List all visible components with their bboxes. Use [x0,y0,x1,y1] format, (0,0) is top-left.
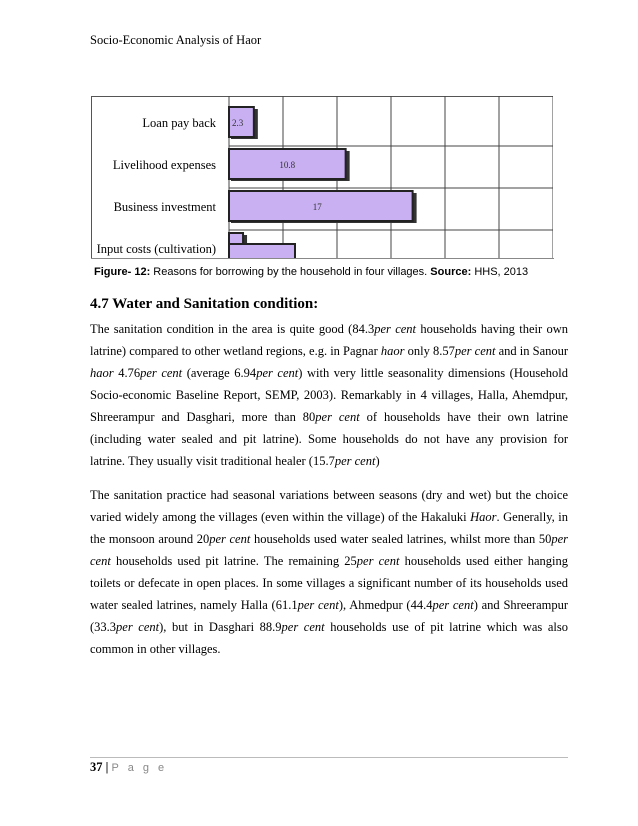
text-run: (including water sealed and pit latrine). Some households do not have any provision for [90,432,568,446]
text-run: . Generally, in [496,510,568,524]
italic-term: per cent [374,322,417,336]
text-line [90,362,568,384]
text-line [90,506,568,528]
text-run: (average 6.94 [182,366,257,380]
caption-label: Figure- 12: [94,266,151,278]
footer-separator: | [102,760,112,774]
italic-term: per cent [356,554,400,568]
category-label: Business investment [113,200,216,214]
footer-rule [90,757,568,758]
text-run: toilets or defecate in open places. In some villages a significant number of its households used [90,576,568,590]
italic-term: per cent [315,410,360,424]
category-label: Livelihood expenses [112,158,216,172]
text-run: households use of pit latrine which was also [324,620,569,634]
italic-term: Haor [470,510,497,524]
bar-chart [92,96,553,258]
italic-term: haor [380,344,405,358]
text-run: ) [375,454,380,468]
data-label: 10.8 [279,160,296,170]
text-run: Shreerampur and Dasghari, more than 80 [90,410,316,424]
text-run: and in Sanour [495,344,569,358]
text-run: The sanitation condition in the area is quite good (84.3 [90,322,375,336]
italic-term: per cent [454,344,496,358]
text-run: households used pit latrine. The remaining 25 [110,554,357,568]
text-run: ) with very little seasonality dimensions (Household [298,366,569,380]
caption-text: Reasons for borrowing by the household in four villages. [150,266,431,278]
caption-source-label: Source: [430,266,472,278]
text-line [90,572,568,594]
text-line [90,616,568,638]
data-label: 2.3 [232,118,244,128]
text-run: 4.76 [113,366,141,380]
text-line [90,550,568,572]
text-run: households used either hanging [399,554,569,568]
text-line [90,384,568,406]
text-run: latrine) compared to other wetland regions, e.g. in Pagnar [90,344,381,358]
text-run: ), Ahmedpur (44.4 [338,598,433,612]
text-run: (33.3 [90,620,117,634]
text-line [90,340,568,362]
data-label: 17 [312,202,322,212]
text-line [90,428,568,450]
italic-term: haor [90,366,114,380]
section-title: 4.7 Water and Sanitation condition: [90,296,319,312]
italic-term: cent [90,554,111,568]
chart-plot-area [91,96,553,258]
text-run: ), but in Dasghari 88.9 [159,620,282,634]
text-line [90,318,568,340]
text-run: The sanitation practice had seasonal variations between seasons (dry and wet) but the choice [90,488,568,502]
text-line [90,528,568,550]
text-line [90,638,568,660]
page-word: P a g e [111,762,168,774]
italic-term: per cent [116,620,160,634]
text-line [90,484,568,506]
italic-term: per cent [140,366,183,380]
italic-term: per cent [432,598,474,612]
text-run: water sealed latrines, namely Halla (61.1 [90,598,298,612]
italic-term: per cent [256,366,299,380]
text-run: households having their own [416,322,568,336]
running-header: Socio-Economic Analysis of Haor [90,33,262,47]
text-run: the monsoon around 20 [90,532,210,546]
text-run: ) and Shreerampur [473,598,569,612]
text-run: only 8.57 [404,344,455,358]
text-line [90,406,568,428]
text-run: Socio-economic Baseline Report, SEMP, 2003). Remarkably in 4 villages, Halla, Ahemdpur, [90,388,568,402]
text-run: households used water sealed latrines, whilst more than 50 [250,532,552,546]
italic-term: per cent [281,620,325,634]
italic-term: per cent [209,532,251,546]
italic-term: per [551,532,569,546]
caption-source-text: HHS, 2013 [471,266,529,278]
chart-bottom-border [91,258,554,259]
italic-term: per cent [334,454,376,468]
category-label: Loan pay back [142,116,216,130]
text-run: of households have their own latrine [359,410,569,424]
paragraph-sanitation-condition [90,318,568,472]
text-run: varied widely among the villages (even within the village) of the Hakaluki [90,510,471,524]
page-footer [90,760,167,775]
paragraph-sanitation-practice [90,484,568,660]
italic-term: per cent [297,598,339,612]
page-number: 37 [90,760,103,774]
text-run: common in other villages. [90,642,221,656]
category-label: Input costs (cultivation) [96,242,216,256]
figure-caption [94,266,554,278]
text-line [90,594,568,616]
text-run: latrine. They usually visit traditional healer (15.7 [90,454,335,468]
bar-partial [229,244,295,258]
text-line [90,450,568,472]
